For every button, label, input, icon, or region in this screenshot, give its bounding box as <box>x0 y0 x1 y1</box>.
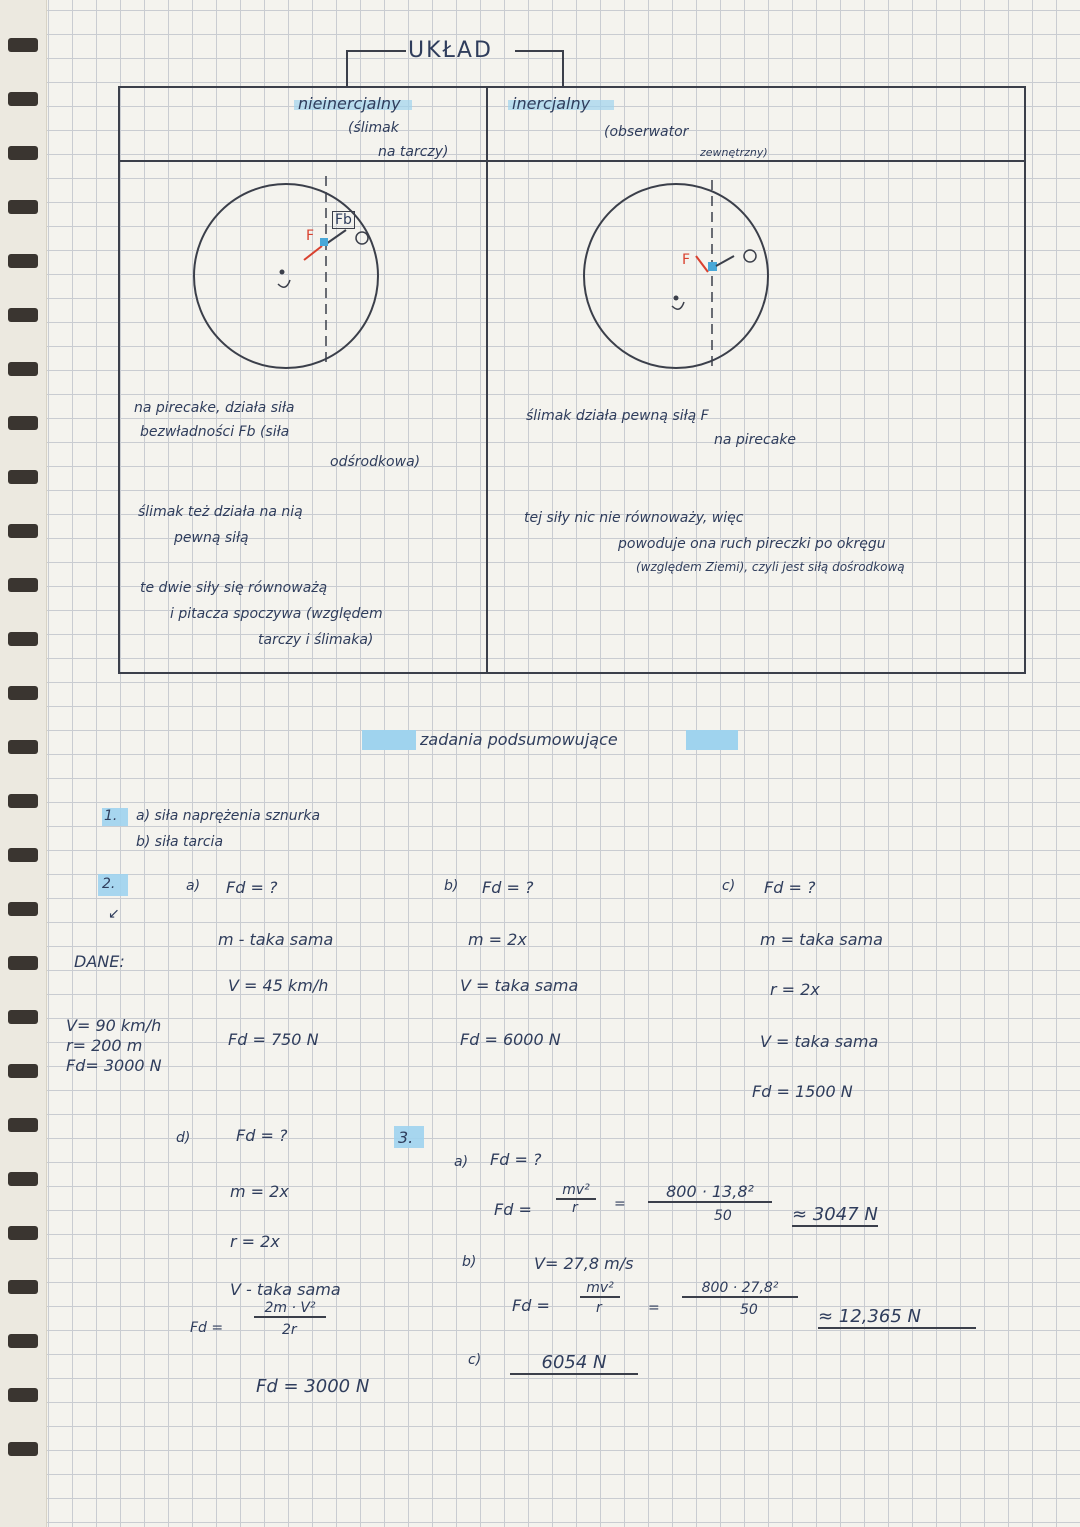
task2d-line-3: r = 2x <box>230 1232 280 1251</box>
bracket-line <box>346 50 406 52</box>
task3b-calc-top: 800 · 27,8² <box>682 1280 798 1298</box>
task2-dane-label: DANE: <box>74 952 125 971</box>
task2d-result: Fd = 3000 N <box>256 1376 370 1397</box>
task2d-label: d) <box>176 1130 191 1146</box>
task3a-frac-bot: r <box>572 1200 578 1216</box>
task2b-line-4: Fd = 6000 N <box>460 1030 561 1049</box>
bracket-line <box>515 50 563 52</box>
task2d-line-5: Fd = <box>190 1320 224 1336</box>
right-note-4: powoduje ona ruch pireczki po okręgu <box>618 536 886 552</box>
task3b-label: b) <box>462 1254 477 1270</box>
binding-ring <box>8 1442 38 1456</box>
task1-number: 1. <box>104 808 117 824</box>
binding-ring <box>8 92 38 106</box>
binding-ring <box>8 200 38 214</box>
binding-ring <box>8 848 38 862</box>
task3b-frac-bot: r <box>596 1300 602 1316</box>
binding-ring <box>8 524 38 538</box>
task2a-line-2: m - taka sama <box>218 930 334 949</box>
task3a-equals: = <box>614 1196 626 1212</box>
binding-ring <box>8 1388 38 1402</box>
task2c-line-1: Fd = ? <box>764 878 816 897</box>
task2d-line-4: V - taka sama <box>230 1280 341 1299</box>
binding-ring <box>8 254 38 268</box>
left-note-4: ślimak też działa na nią <box>138 504 303 520</box>
table-header-divider <box>118 160 1024 162</box>
right-observer-2: zewnętrzny) <box>700 146 768 159</box>
force-label-f-right: F <box>682 252 691 268</box>
binding-ring <box>8 632 38 646</box>
force-label-f-left: F <box>306 228 315 244</box>
task3a-label: a) <box>454 1154 469 1170</box>
bracket-line <box>562 50 564 86</box>
task3a-calc-top: 800 · 13,8² <box>648 1182 772 1203</box>
task2a-line-4: Fd = 750 N <box>228 1030 319 1049</box>
binding-ring <box>8 1118 38 1132</box>
binding-ring <box>8 470 38 484</box>
task2d-line-2: m = 2x <box>230 1182 289 1201</box>
task3c-label: c) <box>468 1352 482 1368</box>
binding-ring <box>8 1334 38 1348</box>
task2b-label: b) <box>444 878 459 894</box>
task3a-line-2: Fd = <box>494 1200 532 1219</box>
right-note-2: na pirecake <box>714 432 797 448</box>
task2a-line-1: Fd = ? <box>226 878 278 897</box>
task3c-result: 6054 N <box>510 1352 638 1375</box>
left-observer: (ślimak <box>348 120 399 136</box>
page-title: UKŁAD <box>408 38 493 63</box>
task3a-calc-bot: 50 <box>714 1208 732 1224</box>
binding-ring <box>8 1226 38 1240</box>
task3a-line-1: Fd = ? <box>490 1150 542 1169</box>
task1-b: b) siła tarcia <box>136 834 224 850</box>
rotating-disc-right <box>576 180 776 380</box>
left-note-8: tarczy i ślimaka) <box>258 632 374 648</box>
arrow-down-icon: ↙ <box>108 906 120 922</box>
notebook-binding <box>0 0 47 1527</box>
highlight-bar <box>362 730 416 750</box>
task2b-line-1: Fd = ? <box>482 878 534 897</box>
right-heading: inercjalny <box>512 94 590 113</box>
binding-ring <box>8 146 38 160</box>
right-observer: (obserwator <box>604 124 689 140</box>
binding-ring <box>8 956 38 970</box>
task3b-calc-bot: 50 <box>740 1302 758 1318</box>
force-label-fb: Fb <box>332 212 355 228</box>
binding-ring <box>8 308 38 322</box>
binding-ring <box>8 1172 38 1186</box>
left-note-7: i pitacza spoczywa (względem <box>170 606 383 622</box>
highlight-bar <box>686 730 738 750</box>
binding-ring <box>8 1010 38 1024</box>
task2c-line-5: Fd = 1500 N <box>752 1082 853 1101</box>
task2c-label: c) <box>722 878 736 894</box>
left-note-2: bezwładności Fb (siła <box>140 424 290 440</box>
left-heading: nieinercjalny <box>298 94 401 113</box>
right-note-1: ślimak działa pewną siłą F <box>526 408 709 424</box>
task3b-equals: = <box>648 1300 660 1316</box>
right-note-3: tej siły nic nie równoważy, więc <box>524 510 744 526</box>
binding-ring <box>8 686 38 700</box>
left-note-5: pewną siłą <box>174 530 249 546</box>
binding-ring <box>8 1064 38 1078</box>
task2-dane-fd: Fd= 3000 N <box>66 1056 162 1075</box>
binding-ring <box>8 578 38 592</box>
task3-number: 3. <box>398 1128 413 1147</box>
task2d-line-1: Fd = ? <box>236 1126 288 1145</box>
task3a-frac-top: mv² <box>556 1182 596 1200</box>
task3a-result: ≈ 3047 N <box>792 1204 878 1225</box>
binding-ring <box>8 740 38 754</box>
task2c-line-3: r = 2x <box>770 980 820 999</box>
binding-ring <box>8 362 38 376</box>
binding-ring <box>8 38 38 52</box>
bracket-line <box>346 50 348 86</box>
task2-dane-r: r= 200 m <box>66 1036 143 1055</box>
task3b-result: ≈ 12,365 N <box>818 1306 976 1329</box>
task2d-fraction-bottom: 2r <box>282 1322 297 1338</box>
task3b-frac-top: mv² <box>580 1280 620 1298</box>
task2b-line-3: V = taka sama <box>460 976 579 995</box>
task2a-label: a) <box>186 878 201 894</box>
task2-dane-v: V= 90 km/h <box>66 1016 162 1035</box>
right-note-5: (względem Ziemi), czyli jest siłą dośrodkową <box>636 560 905 574</box>
task3b-line-2: Fd = <box>512 1296 550 1315</box>
binding-ring <box>8 416 38 430</box>
table-column-divider <box>486 86 488 672</box>
rotating-disc-left <box>186 176 386 376</box>
task3b-v: V= 27,8 m/s <box>534 1254 634 1273</box>
task2a-line-3: V = 45 km/h <box>228 976 329 995</box>
task1-a: a) siła naprężenia sznurka <box>136 808 321 824</box>
task2c-line-2: m = taka sama <box>760 930 883 949</box>
binding-ring <box>8 902 38 916</box>
left-note-1: na pirecake, działa siła <box>134 400 295 416</box>
left-note-3: odśrodkowa) <box>330 454 421 470</box>
left-observer-2: na tarczy) <box>378 144 449 160</box>
left-note-6: te dwie siły się równoważą <box>140 580 328 596</box>
summary-heading: zadania podsumowujące <box>420 730 618 749</box>
task2b-line-2: m = 2x <box>468 930 527 949</box>
binding-ring <box>8 1280 38 1294</box>
task2c-line-4: V = taka sama <box>760 1032 879 1051</box>
binding-ring <box>8 794 38 808</box>
task2-number: 2. <box>102 876 115 892</box>
task2d-fraction-top: 2m · V² <box>254 1300 326 1318</box>
